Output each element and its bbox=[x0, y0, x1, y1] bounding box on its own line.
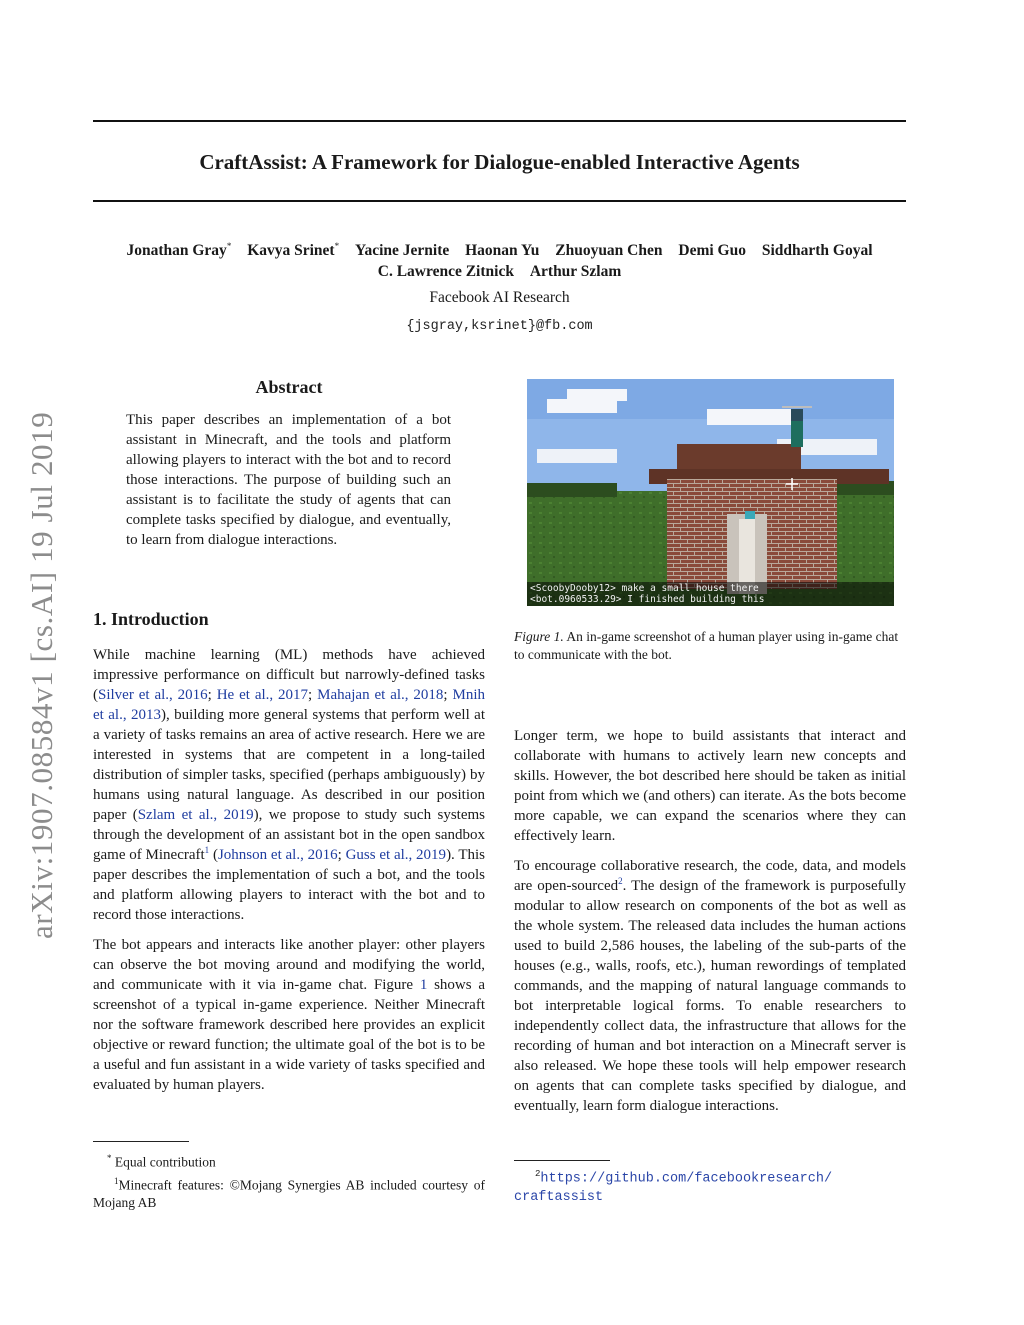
author: Haonan Yu bbox=[465, 242, 540, 259]
section-heading-introduction: 1. Introduction bbox=[93, 609, 209, 629]
author-email: {jsgray,ksrinet}@fb.com bbox=[406, 319, 593, 334]
abstract-text: This paper describes an implementation of a bot assistant in Minecraft, and the tools and platform allowing players to interact with the bot and to record those interactions. The purpose of building such an assistant is to facilitate the study of agents that can complete tasks specified by dialogue, and eventually, to learn from dialogue interactions. bbox=[126, 412, 451, 548]
player-nametag bbox=[782, 406, 812, 408]
footnote-marker[interactable]: 2 bbox=[618, 876, 623, 886]
author: Arthur Szlam bbox=[529, 263, 622, 280]
intro-paragraph-1: While machine learning (ML) methods have achieved impressive performance on difficult but narrowly-defined tasks (Silver et al., 2016; He et al., 2017; Mahajan et al., 2018; Mnih et al., 2013), building more general systems that perform well at a variety of tasks remains an area of active research. Here we are interested in systems that are competent in a long-tailed distribution of simpler tasks, specified (perhaps ambiguously) by humans using natural language. As described in our position paper (Szlam et al., 2019), we propose to study such systems through the development of an assistant bot in the open sandbox game of Minecraft$^1$ (Johnson et al., 2016; Guss et al., 2019). This paper describes the implementation of such a bot, and the tools and platform allowing players to interact with the bot and to record those interactions. bbox=[93, 647, 485, 923]
footnote-marker[interactable]: 1 bbox=[204, 845, 210, 855]
footnote-rule-left bbox=[93, 1141, 189, 1142]
author: Demi Guo bbox=[678, 242, 746, 259]
author-list bbox=[93, 236, 906, 282]
footnote-mark: 2 bbox=[535, 1169, 541, 1179]
author: Yacine Jernite bbox=[354, 242, 450, 259]
github-url-link[interactable]: https://github.com/facebookresearch/ bbox=[540, 1171, 833, 1187]
figure-caption: Figure 1. An in-game screenshot of a human player using in-game chat to communicate with the bot. bbox=[514, 629, 899, 662]
author: C. Lawrence Zitnick bbox=[377, 263, 514, 280]
chat-line: <bot.0960533.29> I finished building this bbox=[530, 594, 765, 605]
affiliation: Facebook AI Research bbox=[429, 289, 570, 306]
abstract-heading: Abstract bbox=[255, 377, 323, 397]
cloud bbox=[537, 449, 617, 463]
github-url-link[interactable]: craftassist bbox=[514, 1189, 604, 1205]
right-paragraph-1: Longer term, we hope to build assistants that interact and collaborate with humans to actively learn new concepts and skills. However, the bot described here should be taken as initial point from which we (and others) can iterate. As the bots become more capable, we can expand the scenarios where they can effectively learn. bbox=[514, 728, 906, 844]
footnotes-left bbox=[93, 1149, 485, 1212]
cloud bbox=[547, 399, 617, 413]
citation-link[interactable]: Mahajan et al., 2018 bbox=[317, 687, 444, 703]
paper-title: CraftAssist: A Framework for Dialogue-enabled Interactive Agents bbox=[199, 150, 800, 174]
author: Siddharth Goyal bbox=[761, 242, 873, 259]
figure-reference-link[interactable]: 1 bbox=[419, 977, 428, 993]
player-body bbox=[791, 421, 803, 447]
figure-minecraft-screenshot bbox=[527, 379, 894, 606]
right-column bbox=[514, 726, 906, 1126]
chat-line: <ScoobyDooby12> make a small house there bbox=[530, 583, 759, 594]
cloud bbox=[707, 409, 797, 425]
footnote-github bbox=[514, 1165, 906, 1207]
arxiv-identifier: arXiv:1907.08584v1 [cs.AI] 19 Jul 2019 bbox=[24, 411, 59, 939]
citation-link[interactable]: Mnih et al., 2013 bbox=[93, 687, 485, 723]
footnote-rule-right bbox=[514, 1160, 610, 1161]
author: Jonathan Gray* bbox=[126, 241, 232, 259]
citation-link[interactable]: Guss et al., 2019 bbox=[345, 847, 447, 863]
citation-link[interactable]: Johnson et al., 2016 bbox=[217, 847, 338, 863]
citation-link[interactable]: Silver et al., 2016 bbox=[98, 687, 208, 703]
player-head bbox=[791, 409, 803, 421]
bot-head bbox=[745, 511, 755, 519]
citation-link[interactable]: Szlam et al., 2019 bbox=[137, 807, 254, 823]
title-rule-bottom bbox=[93, 200, 906, 202]
distant-trees bbox=[527, 483, 617, 497]
author: Kavya Srinet* bbox=[247, 241, 340, 259]
in-game-chat bbox=[527, 582, 894, 606]
author: Zhuoyuan Chen bbox=[555, 242, 663, 259]
footnote-minecraft: $^1$Minecraft features: ©Mojang Synergies AB included courtesy of Mojang AB bbox=[93, 1175, 485, 1210]
cloud bbox=[567, 389, 627, 401]
citation-link[interactable]: He et al., 2017 bbox=[216, 687, 309, 703]
left-column bbox=[93, 645, 485, 1105]
minecraft-scene-illustration bbox=[527, 379, 894, 606]
title-rule-top bbox=[93, 120, 906, 122]
right-paragraph-2: To encourage collaborative research, the code, data, and models are open-sourced$^2$. The design of the framework is purposefully modular to allow research on components of the bot as well as the whole system. The released data includes the human actions used to build 2,586 houses, the labeling of the sub-parts of the houses (e.g., walls, roofs, etc.), human rewordings of templated commands, and the mapping of natural language commands to bot interpretable logical forms. To enable researchers to independently collect data, the infrastructure that allows for the recording of human and bot interaction on a Minecraft server is also released. We hope these tools will help empower research on agents that can complete tasks specified by dialogue, and eventually, learn form dialogue interactions. bbox=[514, 858, 906, 1114]
footnote-equal-contribution: * Equal contribution bbox=[107, 1153, 216, 1170]
intro-paragraph-2: The bot appears and interacts like another player: other players can observe the bot moving around and modifying the world, and communicate with it via in-game chat. Figure 1 shows a screenshot of a typical in-game experience. Neither Minecraft nor the software framework described here provides an explicit objective or reward function; the ultimate goal of the bot is to be a useful and fun assistant in a wide variety of tasks specified and evaluated by human players. bbox=[93, 937, 485, 1093]
